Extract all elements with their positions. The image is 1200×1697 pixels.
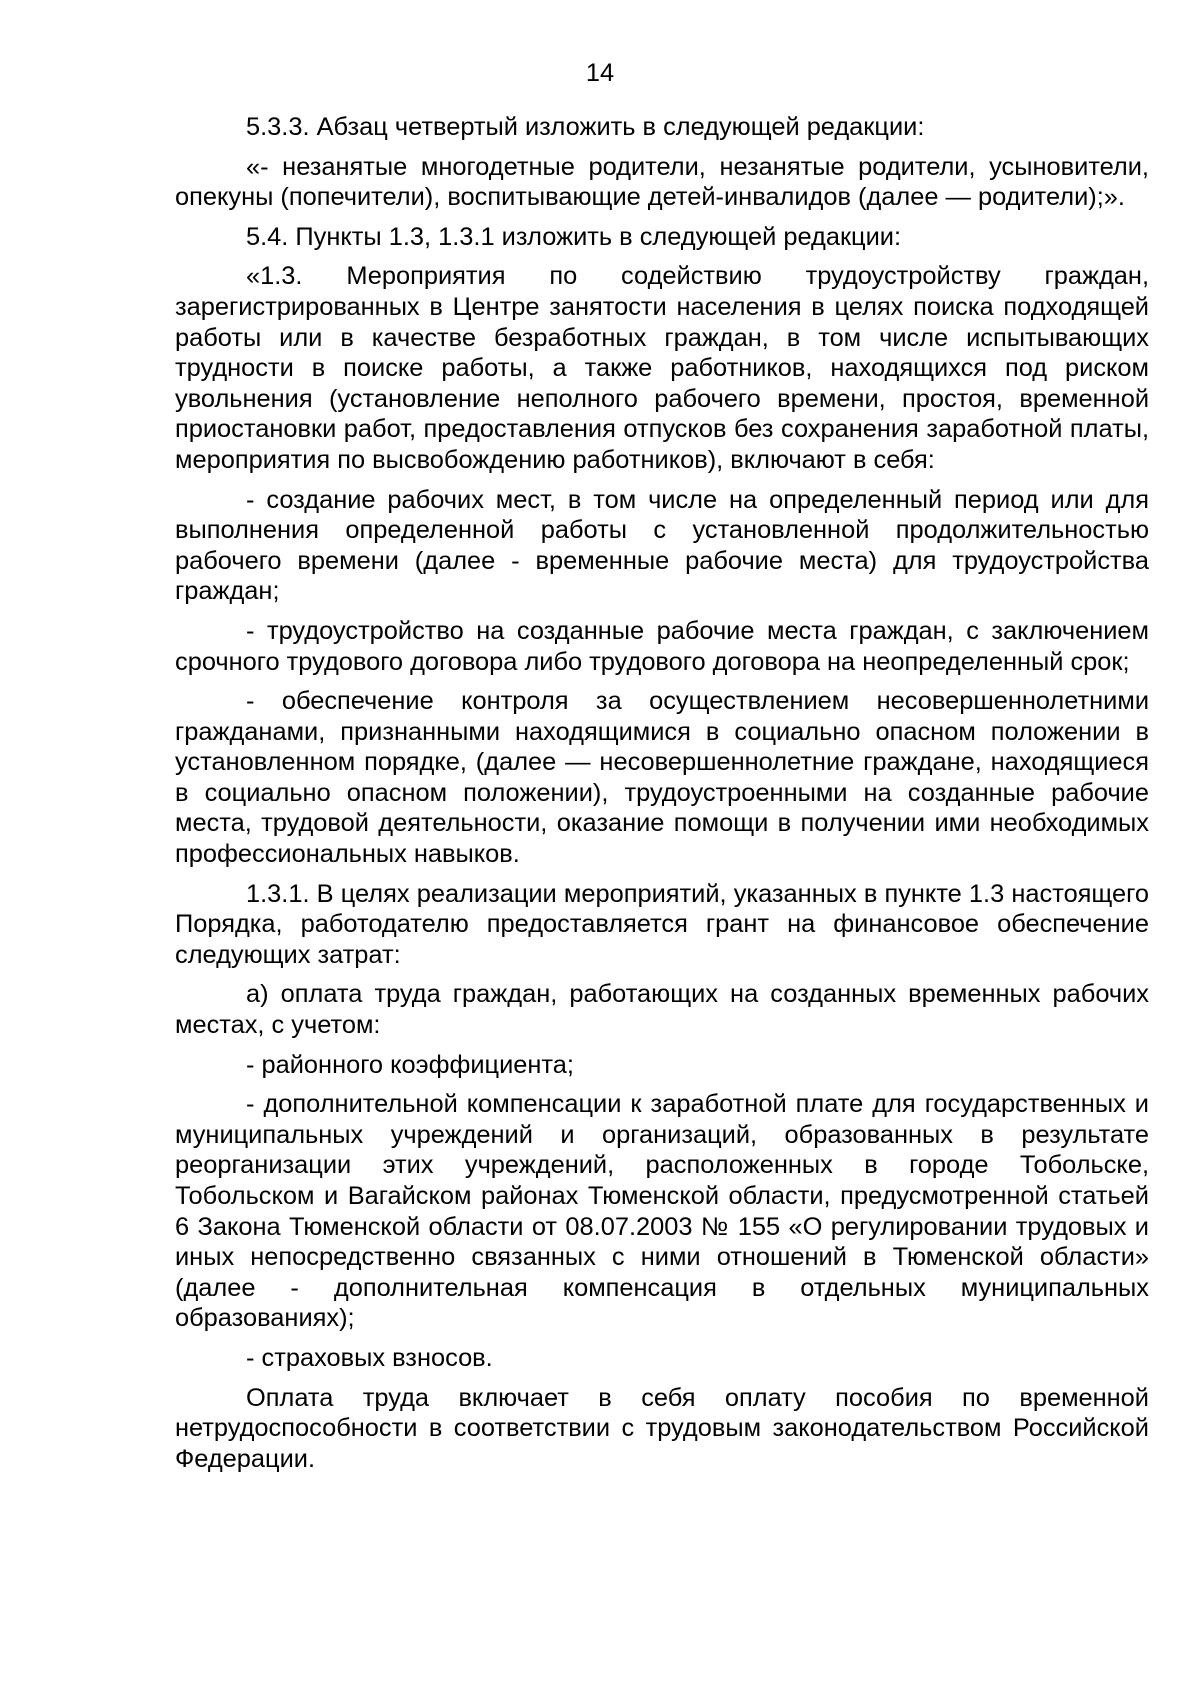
paragraph-1-3-measures: «1.3. Мероприятия по содействию трудоустройству граждан, зарегистрированных в Центре занятости населения в целях поиска подходящей работы или в качестве безработных граждан, в том числе испытывающих трудности в поиске работы, а также работников, находящихся под риском увольнения (установление неполного рабочего времени, простоя, временной приостановки работ, предоставления отпусков без сохранения заработной платы, мероприятия по высвобождению работников), включают в себя: bbox=[175, 262, 1149, 474]
paragraph-5-4-heading: 5.4. Пункты 1.3, 1.3.1 изложить в следующей редакции: bbox=[246, 222, 902, 251]
list-item-additional-compensation: - дополнительной компенсации к заработной плате для государственных и муниципальных учреждений и организаций, образованных в результате реорганизации этих учреждений, расположенных в городе Тобольске, Тобольском и Вагайском районах Тюменской области, предусмотренной статьей 6 Закона Тюменской области от 08.07.2003 № 155 «О регулировании трудовых и иных непосредственно связанных с ними отношений в Тюменской области» (далее - дополнительная компенсация в отдельных муниципальных образованиях); bbox=[175, 1090, 1149, 1333]
list-item-employment: - трудоустройство на созданные рабочие места граждан, с заключением срочного трудового договора либо трудового договора на неопределенный срок; bbox=[175, 616, 1149, 676]
list-item-job-creation: - создание рабочих мест, в том числе на определенный период или для выполнения определенной работы с установленной продолжительностью рабочего времени (далее - временные рабочие места) для трудоустройства граждан; bbox=[175, 485, 1149, 606]
paragraph-a-wages: а) оплата труда граждан, работающих на созданных временных рабочих местах, с учетом: bbox=[175, 980, 1149, 1040]
paragraph-sick-leave-payment: Оплата труда включает в себя оплату пособия по временной нетрудоспособности в соответствии с трудовым законодательством Российской Федерации. bbox=[175, 1383, 1149, 1473]
paragraph-1-3-1-grant: 1.3.1. В целях реализации мероприятий, указанных в пункте 1.3 настоящего Порядка, работодателю предоставляется грант на финансовое обеспечение следующих затрат: bbox=[175, 879, 1149, 969]
list-item-regional-coefficient: - районного коэффициента; bbox=[246, 1050, 574, 1079]
list-item-insurance-contributions: - страховых взносов. bbox=[246, 1343, 493, 1372]
page-number: 14 bbox=[585, 59, 615, 87]
paragraph-parents-definition: «- незанятые многодетные родители, незанятые родители, усыновители, опекуны (попечители), воспитывающие детей-инвалидов (далее — родители);». bbox=[175, 152, 1149, 212]
paragraph-5-3-3-heading: 5.3.3. Абзац четвертый изложить в следующей редакции: bbox=[246, 113, 925, 141]
document-body bbox=[175, 112, 1149, 1483]
list-item-minors-control: - обеспечение контроля за осуществлением несовершеннолетними гражданами, признанными находящимися в социально опасном положении в установленном порядке, (далее — несовершеннолетние граждане, находящиеся в социально опасном положении), трудоустроенными на созданные рабочие места, трудовой деятельности, оказание помощи в получении ими необходимых профессиональных навыков. bbox=[175, 687, 1149, 869]
